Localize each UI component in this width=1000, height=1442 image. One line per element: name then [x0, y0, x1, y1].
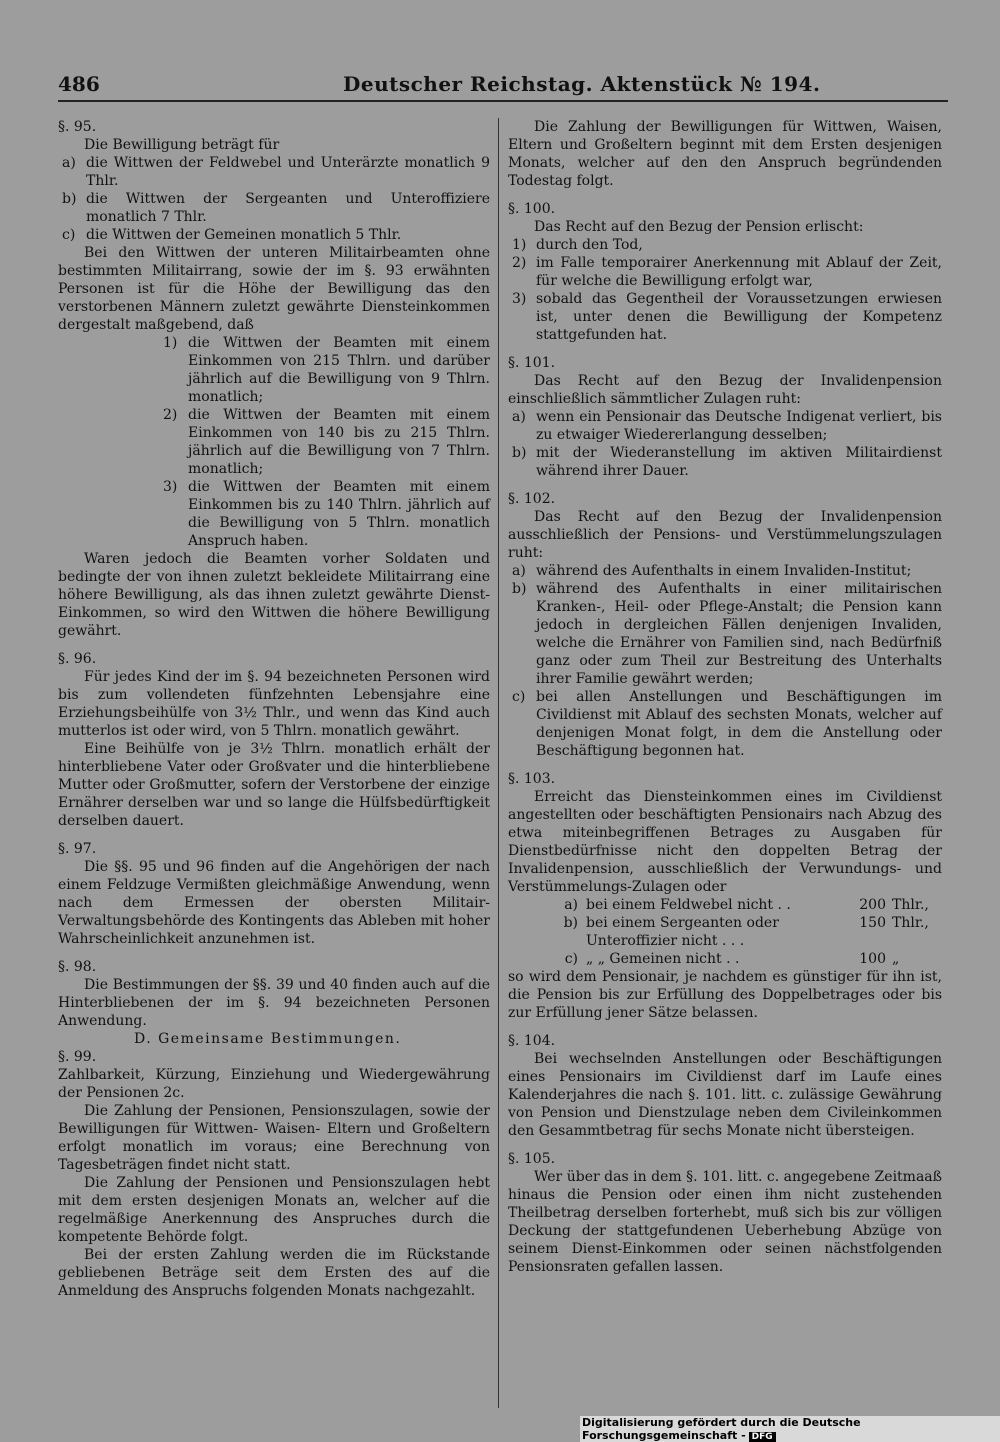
paragraph: Die §§. 95 und 96 finden auf die Angehörigen der nach einem Feldzuge Vermißten gleichmäßige Anwendung, wenn nach dem Ermessen der obersten Militair-Verwaltungsbehörde des Kontingents das Ableben mit hoher Wahrscheinlichkeit anzunehmen ist.	[58, 859, 490, 947]
section-heading: §. 102.	[508, 491, 556, 507]
dfg-logo: DFG	[749, 1432, 776, 1442]
rate-label: a)	[564, 897, 578, 913]
list-text: mit der Wiederanstellung im aktiven Militairdienst während ihrer Dauer.	[536, 445, 942, 479]
list-label: 3)	[512, 291, 527, 307]
section-heading: §. 97.	[58, 841, 97, 857]
left-column	[58, 118, 490, 1300]
section-title: Zahlbarkeit, Kürzung, Einziehung und Wiedergewährung der Pensionen 2c.	[58, 1067, 490, 1101]
paragraph: Die Zahlung der Bewilligungen für Wittwen, Waisen, Eltern und Großeltern beginnt mit dem Ersten desjenigen Monats, welcher auf den den Anspruch begründenden Todestag folgt.	[508, 119, 942, 189]
list-label: 1)	[512, 237, 527, 253]
list-label: 1)	[163, 335, 178, 351]
rate-unit: „	[892, 951, 900, 967]
list-text: im Falle temporairer Anerkennung mit Ablauf der Zeit, für welche die Bewilligung erfolgt war,	[536, 255, 942, 289]
list-item	[508, 562, 942, 580]
section-heading: §. 105.	[508, 1151, 556, 1167]
list-item	[58, 190, 490, 226]
rate-unit: Thlr.,	[892, 915, 929, 931]
list-text: während des Aufenthalts in einer militairischen Kranken-, Heil- oder Pflege-Anstalt; die Pension kann jedoch in dergleichen Fällen denjenigen Invaliden, welche die Ernährer von Familien sind, nach Bedürfniß ganz oder zum Theil zur Bestreitung des Unterhalts ihrer Familie gewährt werden;	[536, 581, 942, 687]
list-label: b)	[512, 445, 527, 461]
rate-value: 150	[859, 915, 886, 931]
list-item	[58, 154, 490, 190]
rate-row	[508, 914, 942, 950]
paragraph: Die Bewilligung beträgt für	[84, 137, 280, 153]
paragraph: Bei wechselnden Anstellungen oder Beschäftigungen eines Pensionairs im Civildienst darf im Laufe eines Kalenderjahres die nach §. 101. litt. c. zulässige Gewährung von Pension und Dienstzulage neben dem Civileinkommen den Gesammtbetrag für sechs Monate nicht übersteigen.	[508, 1051, 942, 1139]
list-label: c)	[62, 227, 76, 243]
list-text: bei allen Anstellungen und Beschäftigungen im Civildienst mit Ablauf des sechsten Monats, welcher auf denjenigen Monat folgt, in dem die Anstellung oder Beschäftigung begonnen hat.	[536, 689, 942, 759]
list-label: b)	[62, 191, 77, 207]
list-item	[58, 334, 490, 406]
list-text: die Wittwen der Beamten mit einem Einkommen von 215 Thlrn. und darüber jährlich auf die Bewilligung von 9 Thlrn. monatlich;	[188, 335, 490, 405]
list-item	[508, 408, 942, 444]
list-item	[508, 444, 942, 480]
rate-label: b)	[563, 915, 578, 931]
running-title: Deutscher Reichstag. Aktenstück № 194.	[343, 72, 821, 96]
list-item	[508, 580, 942, 688]
paragraph: Bei der ersten Zahlung werden die im Rückstande gebliebenen Beträge seit dem Ersten des auf die Anmeldung des Anspruchs folgenden Monats nachgezahlt.	[58, 1247, 490, 1299]
rate-unit: Thlr.,	[892, 897, 929, 913]
section-heading: §. 99.	[58, 1049, 97, 1065]
section-heading: §. 104.	[508, 1033, 556, 1049]
paragraph: Das Recht auf den Bezug der Invalidenpension einschließlich sämmtlicher Zulagen ruht:	[508, 373, 942, 407]
paragraph: Eine Beihülfe von je 3½ Thlrn. monatlich erhält der hinterbliebene Vater oder Großvater und die hinterbliebene Mutter oder Großmutter, sofern der Verstorbene der einzige Ernährer derselben war und so lange die Hülfsbedürftigkeit derselben dauert.	[58, 741, 490, 829]
list-text: sobald das Gegentheil der Voraussetzungen erwiesen ist, unter denen die Bewilligung der Kompetenz stattgefunden hat.	[536, 291, 942, 343]
right-column	[508, 118, 942, 1276]
footer-text: Digitalisierung gefördert durch die Deutsche Forschungsgemeinschaft -	[582, 1416, 861, 1442]
page-number: 486	[58, 72, 100, 96]
section-heading: §. 101.	[508, 355, 556, 371]
rate-row	[508, 950, 942, 968]
list-text: die Wittwen der Beamten mit einem Einkommen von 140 bis zu 215 Thlrn. jährlich auf die Bewilligung von 7 Thlrn. monatlich;	[188, 407, 490, 477]
list-label: a)	[512, 409, 526, 425]
paragraph: Erreicht das Diensteinkommen eines im Civildienst angestellten oder beschäftigten Pensionairs nach Abzug des etwa miteinbegriffenen Betrages zu Ausgaben für Dienstbedürfnisse nicht den doppelten Betrag der Invalidenpension, ausschließlich der Verwundungs- und Verstümmelungs-Zulagen oder	[508, 789, 942, 895]
list-label: a)	[512, 563, 526, 579]
digitization-footer	[580, 1416, 1000, 1442]
list-label: c)	[512, 689, 526, 705]
rate-row	[508, 896, 942, 914]
column-divider	[498, 118, 499, 1408]
list-item	[508, 236, 942, 254]
section-heading: §. 98.	[58, 959, 97, 975]
list-label: 3)	[163, 479, 178, 495]
header-rule	[58, 100, 948, 102]
paragraph: Für jedes Kind der im §. 94 bezeichneten Personen wird bis zum vollendeten fünfzehnten Lebensjahre eine Erziehungsbeihülfe von 3½ Thlr., und wenn das Kind auch mutterlos ist oder wird, von 5 Thlrn. monatlich gewährt.	[58, 669, 490, 739]
page-header	[58, 72, 948, 102]
list-label: 2)	[512, 255, 527, 271]
paragraph: Wer über das in dem §. 101. litt. c. angegebene Zeitmaaß hinaus die Pension oder einen ihm nicht zustehenden Theilbetrag derselben forterhebt, muß sich bis zur völligen Deckung der stattgefundenen Ueberhebung Abzüge von seinem Dienst-Einkommen oder seinen nächstfolgenden Pensionsraten gefallen lassen.	[508, 1169, 942, 1275]
list-text: durch den Tod,	[536, 237, 643, 253]
rate-value: 100	[859, 951, 886, 967]
paragraph: Die Bestimmungen der §§. 39 und 40 finden auch auf die Hinterbliebenen der im §. 94 bezeichneten Personen Anwendung.	[58, 977, 490, 1029]
list-text: die Wittwen der Sergeanten und Unteroffiziere monatlich 7 Thlr.	[86, 191, 490, 225]
paragraph: Das Recht auf den Bezug der Invalidenpension ausschließlich der Pensions- und Verstümmelungszulagen ruht:	[508, 509, 942, 561]
paragraph: Waren jedoch die Beamten vorher Soldaten und bedingte der von ihnen zuletzt bekleidete Militairrang eine höhere Bewilligung, als das ihnen zuletzt gewährte Dienst-Einkommen, so wird den Wittwen die höhere Bewilligung gewährt.	[58, 551, 490, 639]
list-item	[58, 478, 490, 550]
section-heading: §. 95.	[58, 119, 97, 135]
list-text: die Wittwen der Gemeinen monatlich 5 Thlr.	[86, 227, 402, 243]
list-label: a)	[62, 155, 76, 171]
rate-text: bei einem Feldwebel nicht . .	[586, 897, 791, 913]
list-item	[58, 406, 490, 478]
list-item	[508, 254, 942, 290]
paragraph: Das Recht auf den Bezug der Pension erlischt:	[534, 219, 864, 235]
rate-value: 200	[859, 897, 886, 913]
paragraph: Die Zahlung der Pensionen und Pensionszulagen hebt mit dem ersten desjenigen Monats an, welcher auf die regelmäßige Anerkennung des Anspruches durch die kompetente Behörde folgt.	[58, 1175, 490, 1245]
part-heading: D. Gemeinsame Bestimmungen.	[134, 1031, 402, 1047]
paragraph: so wird dem Pensionair, je nachdem es günstiger für ihn ist, die Pension bis zur Erfüllung des Doppelbetrages oder bis zur Erfüllung jener Sätze belassen.	[508, 969, 942, 1021]
section-heading: §. 100.	[508, 201, 556, 217]
list-item	[58, 226, 490, 244]
section-heading: §. 103.	[508, 771, 556, 787]
list-label: 2)	[163, 407, 178, 423]
rate-text: bei einem Sergeanten oder Unteroffizier nicht . . .	[586, 915, 779, 949]
list-label: b)	[512, 581, 527, 597]
rate-text: „ „ Gemeinen nicht . .	[586, 951, 740, 967]
list-text: die Wittwen der Feldwebel und Unterärzte monatlich 9 Thlr.	[86, 155, 490, 189]
paragraph: Bei den Wittwen der unteren Militairbeamten ohne bestimmten Militairrang, sowie der im §. 93 erwähnten Personen ist für die Höhe der Bewilligung das den verstorbenen Männern zuletzt gewährte Diensteinkommen dergestalt maßgebend, daß	[58, 245, 490, 333]
rate-label: c)	[564, 951, 578, 967]
list-item	[508, 688, 942, 760]
list-text: während des Aufenthalts in einem Invaliden-Institut;	[536, 563, 912, 579]
list-text: wenn ein Pensionair das Deutsche Indigenat verliert, bis zu etwaiger Wiedererlangung desselben;	[536, 409, 942, 443]
paragraph: Die Zahlung der Pensionen, Pensionszulagen, sowie der Bewilligungen für Wittwen- Waisen- Eltern und Großeltern erfolgt monatlich im voraus; eine Berechnung von Tagesbeträgen findet nicht statt.	[58, 1103, 490, 1173]
list-text: die Wittwen der Beamten mit einem Einkommen bis zu 140 Thlrn. jährlich auf die Bewilligung von 5 Thlrn. monatlich Anspruch haben.	[188, 479, 490, 549]
section-heading: §. 96.	[58, 651, 97, 667]
list-item	[508, 290, 942, 344]
